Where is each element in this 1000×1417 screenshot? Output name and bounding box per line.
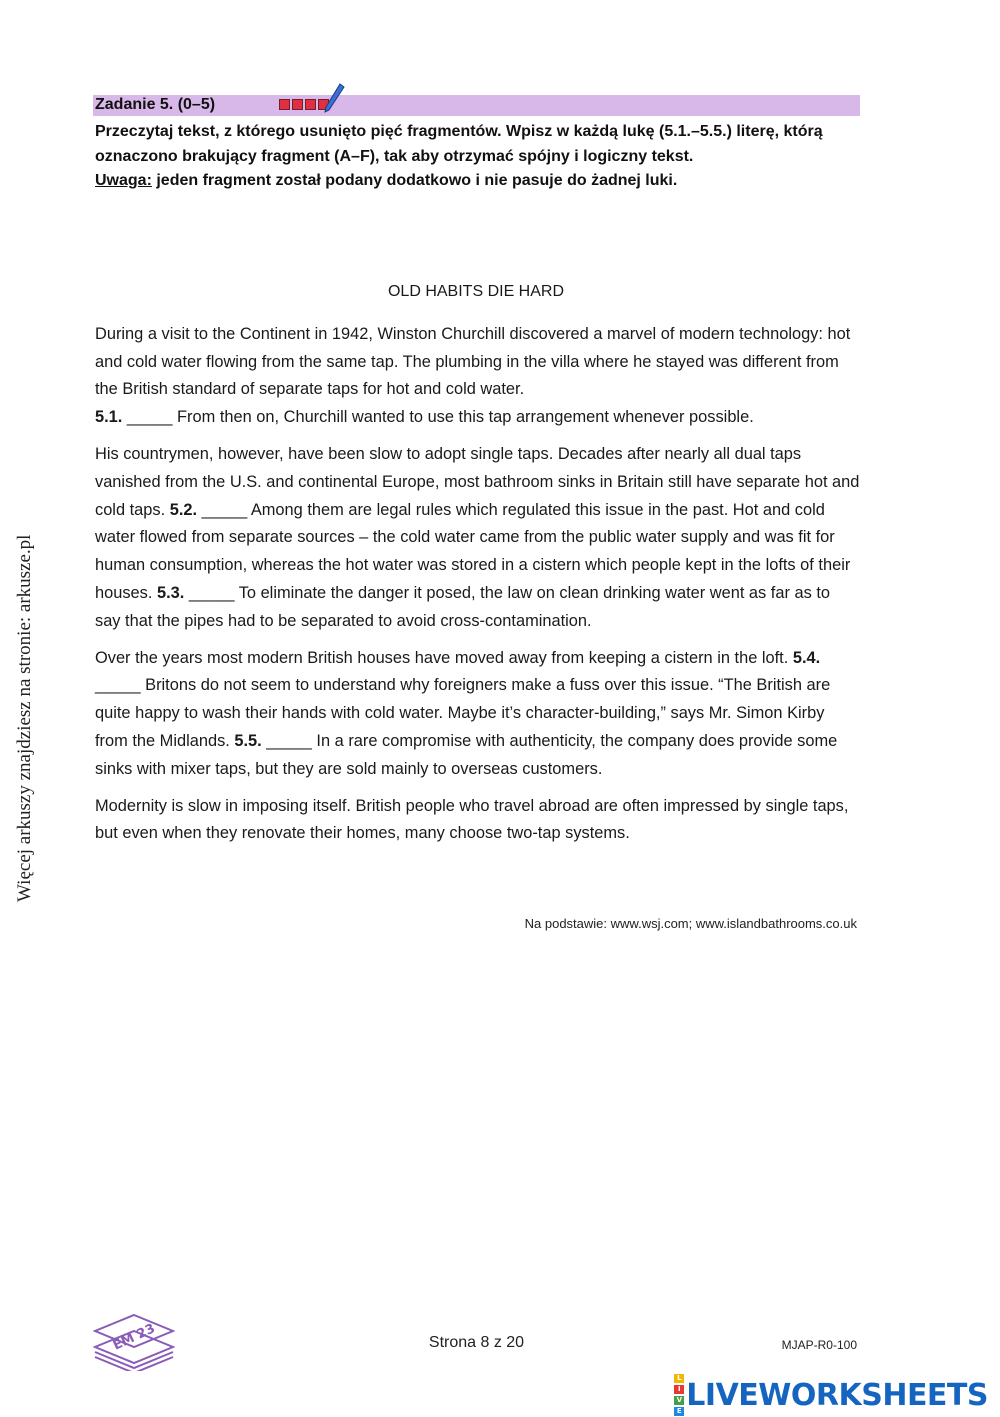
task-header-bar xyxy=(93,95,860,116)
liveworksheets-brand[interactable] xyxy=(674,1373,988,1417)
score-boxes-icon xyxy=(279,99,329,110)
gap-5-1: 5.1. xyxy=(95,408,123,427)
article-paragraph-3: Over the years most modern British houses have moved away from keeping a cistern in the loft. 5.4. _____ Britons do not seem to understand why foreigners make a fuss over this issue. “The British are quite happy to wash their hands with cold water. Maybe it’s character-building,” says Mr. Simon Kirby from the Midlands. 5.5. _____ In a rare compromise with authenticity, the company does provide some sinks with mixer taps, but they are sold mainly to overseas customers. xyxy=(95,648,838,778)
pen-icon xyxy=(323,83,345,113)
article-paragraph-2: His countrymen, however, have been slow to adopt single taps. Decades after nearly all dual taps vanished from the U.S. and continental Europe, most bathroom sinks in Britain still have separate hot and cold taps. 5.2. _____ Among them are legal rules which regulated this issue in the past. Hot and cold water flowed from separate sources – the cold water came from the public water supply and was fit for human consumption, whereas the hot water was stored in a cistern which people kept in the lofts of their houses. 5.3. _____ To eliminate the danger it posed, the law on clean drinking water went as far as to say that the pipes had to be separated to avoid cross-contamination. xyxy=(95,445,860,630)
gap-5-5: 5.5. xyxy=(234,731,262,750)
note-label: Uwaga: xyxy=(95,172,152,189)
svg-text:EM 23: EM 23 xyxy=(110,1321,158,1354)
page-number: Strona 8 z 20 xyxy=(428,1334,525,1351)
article-body xyxy=(95,321,860,858)
task-title: Zadanie 5. (0–5) xyxy=(95,96,216,113)
liveworksheets-text: LIVEWORKSHEETS xyxy=(686,1377,988,1413)
instruction-note xyxy=(95,169,860,194)
source-citation: Na podstawie: www.wsj.com; www.islandbathrooms.co.uk xyxy=(524,916,857,931)
gap-5-2: 5.2. xyxy=(169,500,198,519)
article-paragraph-4: Modernity is slow in imposing itself. British people who travel abroad are often impressed by single taps, but even when they renovate their homes, many choose two-tap systems. xyxy=(95,796,849,843)
task-instructions xyxy=(95,120,860,194)
gap-5-4: 5.4. xyxy=(792,648,821,667)
side-watermark-note: Więcej arkuszy znajdziesz na stronie: arkusze.pl xyxy=(14,534,35,902)
article-paragraph-1: During a visit to the Continent in 1942, Winston Churchill discovered a marvel of modern technology: hot and cold water flowing from the same tap. The plumbing in the villa where he stayed was different from the British standard of separate taps for hot and cold water. 5.1. _____ From then on, Churchill wanted to use this tap arrangement whenever possible. xyxy=(95,325,851,427)
article-title: OLD HABITS DIE HARD xyxy=(387,283,565,300)
instruction-text: Przeczytaj tekst, z którego usunięto pięć fragmentów. Wpisz w każdą lukę (5.1.–5.5.) literę, którą oznaczono brakujący fragment (A–F), tak aby otrzymać spójny i logiczny tekst. xyxy=(95,123,823,165)
document-code: MJAP-R0-100 xyxy=(781,1338,857,1352)
gap-5-3: 5.3. xyxy=(156,583,185,602)
liveworksheets-icon: L I V E xyxy=(674,1373,684,1417)
note-text: jeden fragment został podany dodatkowo i nie pasuje do żadnej luki. xyxy=(151,172,678,189)
